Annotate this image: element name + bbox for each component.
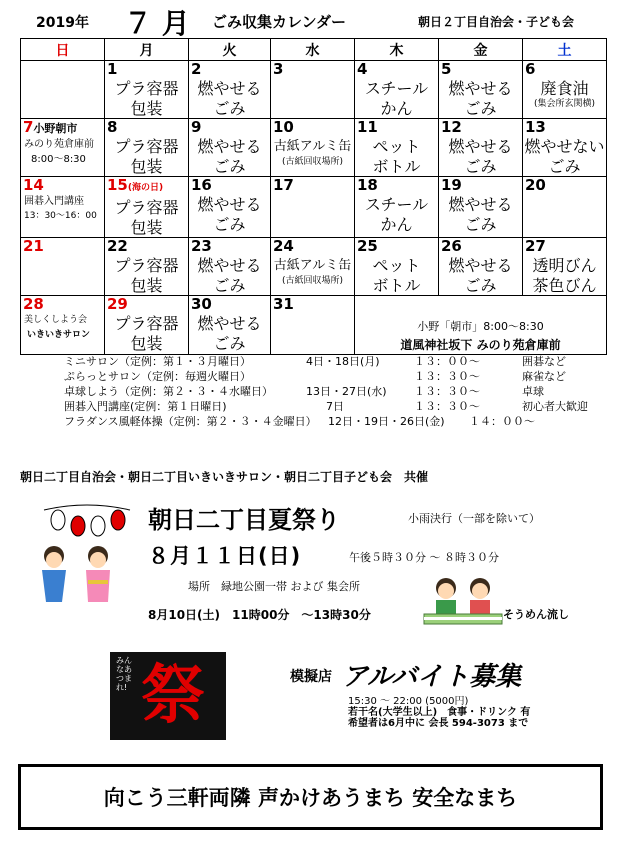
collection-item: 燃やせない	[524, 137, 605, 156]
day-cell	[523, 119, 607, 177]
schedule-name: ぷらっとサロン（定例：毎週火曜日）	[64, 370, 251, 383]
yukata-children-icon	[28, 544, 124, 610]
event-note: いきいきサロン	[27, 330, 91, 340]
day-number: 21	[23, 237, 44, 255]
event-time: 8:00〜8:30	[31, 154, 86, 165]
day-cell	[105, 177, 189, 238]
event-time: 13：30〜16：00	[24, 211, 97, 221]
schedule-date: 4日・18日(月)	[306, 355, 380, 368]
event-note: 美しくしよう会	[24, 315, 88, 325]
day-number: 9	[191, 118, 202, 136]
day-number: 14	[23, 176, 44, 194]
day-number: 31	[273, 295, 294, 313]
calendar-month: ７ 月	[124, 7, 190, 40]
weekday-fri: 金	[439, 39, 523, 61]
collection-item: 燃やせる	[448, 256, 513, 275]
day-cell	[439, 61, 523, 119]
day-number: 6	[525, 60, 536, 78]
schedule-time: １３：３０〜	[414, 370, 480, 383]
collection-item: ボトル	[372, 276, 421, 295]
day-cell	[523, 238, 607, 296]
food-stall-label: 模擬店	[290, 669, 332, 685]
day-cell	[21, 119, 105, 177]
schedule-name: 囲碁入門講座(定例：第１日曜日)	[64, 400, 227, 413]
day-number: 10	[273, 118, 294, 136]
market-notice	[355, 296, 606, 354]
collection-item: 茶色びん	[532, 276, 597, 295]
week-row	[21, 61, 607, 119]
market-notice-line1: 小野「朝市」8:00〜8:30	[417, 320, 544, 333]
day-number: 19	[441, 176, 462, 194]
matsuri-logo	[110, 652, 226, 740]
recruit-contact: 希望者は6月中に 会長 594-3073 まで	[348, 718, 529, 729]
day-number-text: 7	[23, 118, 34, 136]
collection-item: ごみ	[213, 99, 246, 118]
weekday-sun: 日	[21, 39, 105, 61]
collection-item: 透明びん	[532, 256, 597, 275]
somen-nagashi-icon	[422, 574, 504, 630]
day-number: 12	[441, 118, 462, 136]
schedule-date: 13日・27日(水)	[306, 385, 387, 398]
recruit-hours: 15:30 〜 22:00 (5000円)	[348, 696, 469, 707]
day-number: 16	[191, 176, 212, 194]
safety-slogan: 向こう三軒両隣 声かけあうまち 安全なまち	[18, 764, 603, 830]
week-row	[21, 238, 607, 296]
day-cell	[271, 61, 355, 119]
collection-item: ごみ	[213, 215, 246, 234]
event-label: 小野朝市	[33, 122, 78, 135]
collection-item: プラ容器	[114, 256, 179, 275]
week-row	[21, 119, 607, 177]
day-number: 11	[357, 118, 378, 136]
event-note: みのり苑倉庫前	[24, 139, 94, 150]
collection-item: プラ容器	[114, 79, 179, 98]
schedule-note: 卓球	[522, 385, 544, 398]
weekday-tue: 火	[189, 39, 271, 61]
collection-item: ごみ	[464, 215, 497, 234]
day-cell	[523, 177, 607, 238]
collection-item: ごみ	[464, 276, 497, 295]
day-cell	[271, 238, 355, 296]
day-cell	[439, 177, 523, 238]
weekday-sat: 土	[523, 39, 607, 61]
day-number: 23	[191, 237, 212, 255]
collection-item: ペット	[372, 256, 421, 275]
schedule-name: フラダンス風軽体操（定例：第２・３・４金曜日）	[64, 415, 317, 428]
collection-item: 燃やせる	[197, 256, 262, 275]
day-cell	[271, 177, 355, 238]
collection-item: 燃やせる	[448, 195, 513, 214]
collection-item: 包装	[130, 157, 163, 176]
collection-item: 古紙アルミ缶	[273, 139, 352, 154]
somen-date: 8月10日(土) 11時00分 〜13時30分	[148, 608, 371, 622]
garbage-calendar	[20, 38, 607, 355]
holiday-tag: (海の日)	[127, 183, 164, 193]
day-number	[21, 119, 104, 137]
collection-item: 燃やせる	[448, 137, 513, 156]
day-cell	[21, 177, 105, 238]
day-cell	[439, 119, 523, 177]
day-cell	[355, 119, 439, 177]
collection-item: 燃やせる	[197, 137, 262, 156]
collection-item: ごみ	[213, 157, 246, 176]
collection-item: かん	[380, 99, 413, 118]
day-number: 27	[525, 237, 546, 255]
festival-rain-note: 小雨決行（一部を除いて）	[408, 512, 540, 525]
day-number: 1	[107, 60, 118, 78]
collection-item: ごみ	[464, 157, 497, 176]
collection-item: プラ容器	[114, 314, 179, 333]
collection-item: 古紙アルミ缶	[273, 258, 352, 273]
calendar-year: 2019年	[36, 15, 89, 31]
collection-item: プラ容器	[114, 198, 179, 217]
schedule-name: ミニサロン（定例：第１・３月曜日）	[64, 355, 251, 368]
day-cell	[105, 61, 189, 119]
festival-title: 朝日二丁目夏祭り	[148, 506, 340, 534]
weekday-wed: 水	[271, 39, 355, 61]
day-cell	[439, 238, 523, 296]
matsuri-logo-small-text: みんなあつまれ!	[116, 656, 132, 692]
day-number-text: 15	[107, 176, 128, 194]
matsuri-logo-char: 祭	[141, 659, 205, 733]
day-number: 5	[441, 60, 452, 78]
day-number: 29	[107, 295, 128, 313]
schedule-name: 卓球しよう（定例：第２・３・４水曜日）	[64, 385, 273, 398]
day-number: 20	[525, 176, 546, 194]
day-number: 26	[441, 237, 462, 255]
collection-item: かん	[380, 215, 413, 234]
day-number: 2	[191, 60, 202, 78]
schedule-note: 麻雀など	[522, 370, 566, 383]
day-number: 18	[357, 176, 378, 194]
day-number: 13	[525, 118, 546, 136]
collection-item: ごみ	[464, 99, 497, 118]
collection-item: プラ容器	[114, 137, 179, 156]
day-cell	[21, 238, 105, 296]
week-row	[21, 296, 607, 355]
collection-item: 包装	[130, 276, 163, 295]
collection-item: ごみ	[548, 157, 581, 176]
schedule-time: １３：００〜	[414, 355, 480, 368]
collection-item: スチール	[364, 195, 429, 214]
collection-item: ごみ	[213, 276, 246, 295]
day-number: 28	[23, 295, 44, 313]
day-cell	[355, 238, 439, 296]
part-time-recruit-title: アルバイト募集	[342, 662, 522, 692]
day-cell-empty	[21, 61, 105, 119]
day-cell	[189, 238, 271, 296]
schedule-time: １３：３０〜	[414, 400, 480, 413]
festival-hosts: 朝日二丁目自治会・朝日二丁目いきいきサロン・朝日二丁目子ども会 共催	[20, 470, 429, 484]
day-number: 3	[273, 60, 284, 78]
collection-note: (古紙回収場所)	[281, 157, 344, 167]
day-cell	[355, 61, 439, 119]
collection-item: ボトル	[372, 157, 421, 176]
week-row	[21, 177, 607, 238]
schedule-date: 12日・19日・26日(金)	[328, 415, 445, 428]
schedule-date: 7日	[326, 400, 344, 413]
day-cell	[105, 238, 189, 296]
collection-item: 包装	[130, 218, 163, 237]
schedule-time: １４：００〜	[469, 415, 535, 428]
day-number: 24	[273, 237, 294, 255]
day-cell	[105, 296, 189, 355]
organization-name: 朝日２丁目自治会・子ども会	[418, 15, 575, 29]
collection-item: ごみ	[213, 334, 246, 353]
part-time-recruit-details	[348, 696, 530, 729]
festival-date: ８月１１日(日)	[148, 544, 302, 568]
day-number: 22	[107, 237, 128, 255]
day-number: 8	[107, 118, 118, 136]
somen-label: そうめん流し	[503, 608, 569, 621]
collection-item: 包装	[130, 99, 163, 118]
day-cell	[355, 177, 439, 238]
collection-item: 燃やせる	[197, 314, 262, 333]
day-number: 25	[357, 237, 378, 255]
collection-item: 廃食油	[540, 79, 589, 98]
schedule-time: １３：３０〜	[414, 385, 480, 398]
recruit-requirements: 若干名(大学生以上) 食事・ドリンク 有	[348, 707, 531, 718]
market-notice-cell	[355, 296, 607, 355]
weekday-header	[21, 39, 607, 61]
collection-item: スチール	[364, 79, 429, 98]
day-cell	[21, 296, 105, 355]
collection-item: ペット	[372, 137, 421, 156]
day-number: 4	[357, 60, 368, 78]
collection-item: 燃やせる	[197, 195, 262, 214]
collection-item: 燃やせる	[197, 79, 262, 98]
festival-place: 場所 緑地公園一帯 および 集会所	[188, 580, 360, 593]
collection-note: (古紙回収場所)	[281, 276, 344, 286]
day-cell	[523, 61, 607, 119]
calendar-title: ごみ収集カレンダー	[212, 13, 347, 31]
day-cell	[271, 119, 355, 177]
day-number: 17	[273, 176, 294, 194]
day-cell	[189, 296, 271, 355]
market-notice-line2: 道風神社坂下 みのり苑倉庫前	[400, 338, 561, 352]
schedule-note: 囲碁など	[522, 355, 566, 368]
day-cell	[271, 296, 355, 355]
day-cell	[105, 119, 189, 177]
collection-item: 包装	[130, 334, 163, 353]
event-note: 囲碁入門講座	[24, 196, 84, 207]
day-cell	[189, 61, 271, 119]
collection-item: 燃やせる	[448, 79, 513, 98]
weekday-mon: 月	[105, 39, 189, 61]
day-cell	[189, 119, 271, 177]
festival-time: 午後５時３０分 〜 ８時３０分	[349, 551, 499, 564]
day-number: 30	[191, 295, 212, 313]
collection-note: (集会所玄関横)	[533, 99, 596, 109]
day-number	[105, 177, 188, 197]
weekday-thu: 木	[355, 39, 439, 61]
schedule-note: 初心者大歓迎	[522, 400, 588, 413]
day-cell	[189, 177, 271, 238]
lantern-icon	[42, 500, 132, 544]
